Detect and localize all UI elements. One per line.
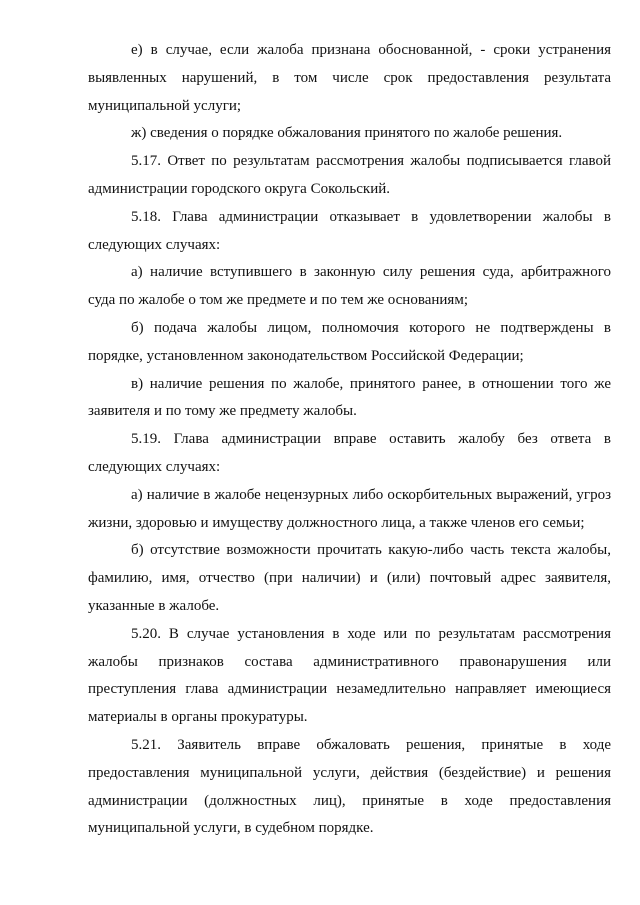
paragraph-5-20: 5.20. В случае установления в ходе или по результатам рассмотрения жалобы признаков состава административного правонарушения или преступления глава администрации незамедлительно направляет имеющиеся материалы в органы прокуратуры. — [88, 625, 611, 726]
paragraph-5-21: 5.21. Заявитель вправе обжаловать решения, принятые в ходе предоставления муниципальной услуги, действия (бездействие) и решения администрации (должностных лиц), принятые в ходе предоставления муниципальной услуги, в судебном порядке. — [88, 736, 611, 837]
paragraph-item-e-remedy-deadlines: е) в случае, если жалоба признана обоснованной, - сроки устранения выявленных нарушений, в том числе срок предоставления результата муниципальной услуги; — [88, 42, 611, 114]
paragraph-item-v-prior-decision: в) наличие решения по жалобе, принятого ранее, в отношении того же заявителя и по тому же предмету жалобы. — [88, 375, 611, 420]
paragraph-5-19: 5.19. Глава администрации вправе оставить жалобу без ответа в следующих случаях: — [88, 431, 611, 475]
paragraph-5-18: 5.18. Глава администрации отказывает в удовлетворении жалобы в следующих случаях: — [88, 208, 611, 253]
paragraph-5-17: 5.17. Ответ по результатам рассмотрения жалобы подписывается главой администрации городского округа Сокольский. — [88, 153, 611, 197]
paragraph-item-zh-appeal-procedure: ж) сведения о порядке обжалования принятого по жалобе решения. — [131, 125, 563, 142]
paragraph-item-a-offensive-language: а) наличие в жалобе нецензурных либо оскорбительных выражений, угроз жизни, здоровью и имуществу должностного лица, а также членов его семьи; — [88, 486, 611, 531]
document-body — [88, 37, 611, 843]
paragraph-item-b-unauthorized-filer: б) подача жалобы лицом, полномочия которого не подтверждены в порядке, установленном законодательством Российской Федерации; — [88, 319, 611, 364]
paragraph-item-b-unreadable-text: б) отсутствие возможности прочитать какую-либо часть текста жалобы, фамилию, имя, отчество (при наличии) и (или) почтовый адрес заявителя, указанные в жалобе. — [88, 542, 611, 614]
paragraph-item-a-court-decision: а) наличие вступившего в законную силу решения суда, арбитражного суда по жалобе о том же предмете и по тем же основаниям; — [88, 264, 611, 309]
